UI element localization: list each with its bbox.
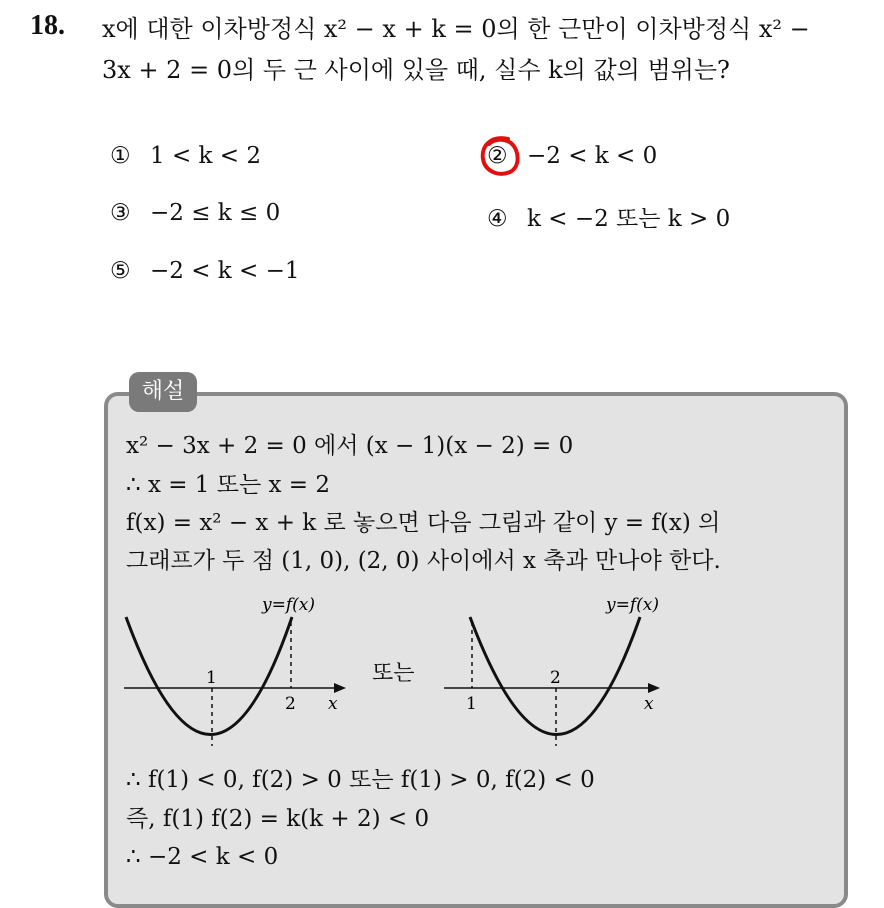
- answer-mark-circle: [478, 133, 522, 179]
- solution-line-4: 그래프가 두 점 (1, 0), (2, 0) 사이에서 x 축과 만나야 한다.: [126, 548, 721, 574]
- solution-line-2: ∴ x = 1 또는 x = 2: [126, 472, 330, 498]
- question-text-line1: x에 대한 이차방정식 x² − x + k = 0의 한 근만이 이차방정식 x² −: [102, 15, 810, 43]
- option-3-text: −2 ≤ k ≤ 0: [150, 200, 281, 226]
- option-4-symbol: ④: [487, 206, 508, 232]
- option-2-text: −2 < k < 0: [527, 143, 658, 169]
- option-5-symbol: ⑤: [110, 258, 131, 284]
- option-4[interactable]: [487, 200, 730, 233]
- curve-label: y=f(x): [262, 595, 315, 615]
- option-1-text: 1 < k < 2: [150, 143, 261, 169]
- graph-right: [440, 592, 680, 762]
- question-number: 18.: [30, 10, 65, 41]
- tick-label-2: 2: [550, 668, 561, 688]
- option-5[interactable]: [110, 258, 300, 284]
- option-4-text: k < −2 또는 k > 0: [527, 206, 731, 232]
- graph-left: [120, 592, 360, 762]
- option-2-symbol: ②: [487, 143, 508, 169]
- option-3[interactable]: [110, 200, 280, 226]
- solution-conclusion-1: ∴ f(1) < 0, f(2) > 0 또는 f(1) > 0, f(2) < 0: [126, 767, 595, 793]
- or-text: 또는: [372, 661, 415, 686]
- solution-conclusion-2: 즉, f(1) f(2) = k(k + 2) < 0: [126, 806, 430, 832]
- axis-label-x: x: [328, 694, 338, 714]
- tick-label-1: 1: [206, 668, 217, 688]
- option-3-symbol: ③: [110, 200, 131, 226]
- x-axis-arrow: [648, 683, 660, 693]
- tick-label-2: 2: [285, 694, 296, 714]
- question-text-line2: 3x + 2 = 0의 두 근 사이에 있을 때, 실수 k의 값의 범위는?: [102, 56, 730, 84]
- tick-label-1: 1: [466, 694, 477, 714]
- solution-line-1: x² − 3x + 2 = 0 에서 (x − 1)(x − 2) = 0: [126, 433, 574, 459]
- x-axis-arrow: [334, 683, 346, 693]
- curve-label: y=f(x): [606, 595, 659, 615]
- option-5-text: −2 < k < −1: [150, 258, 300, 284]
- solution-label: 해설: [129, 372, 197, 412]
- option-1[interactable]: [110, 143, 261, 169]
- option-1-symbol: ①: [110, 143, 131, 169]
- axis-label-x: x: [644, 694, 654, 714]
- solution-line-3: f(x) = x² − x + k 로 놓으면 다음 그림과 같이 y = f(x) 의: [126, 510, 721, 536]
- solution-conclusion-3: ∴ −2 < k < 0: [126, 844, 279, 870]
